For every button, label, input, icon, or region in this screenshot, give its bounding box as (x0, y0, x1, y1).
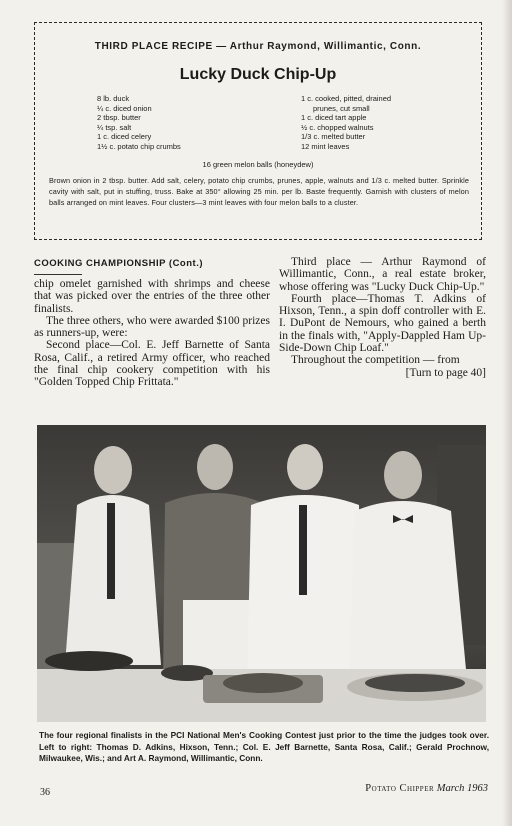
article-column-right (279, 256, 486, 379)
finalists-photo (37, 425, 486, 722)
ingredient-item: 12 mint leaves (301, 141, 350, 151)
section-rule (34, 274, 82, 275)
page-edge-shadow (502, 0, 512, 826)
recipe-header: THIRD PLACE RECIPE — Arthur Raymond, Willimantic, Conn. (94, 41, 422, 52)
article-paragraph: Second place—Col. E. Jeff Barnette of Santa Rosa, Calif., a retired Army officer, who reached the final chip cookery competition with his "Golden Topped Chip Frittata." (34, 339, 270, 389)
article-column-left (34, 278, 270, 389)
ingredient-item: 1½ c. potato chip crumbs (97, 141, 181, 151)
ingredient-item: 1 c. diced tart apple (301, 113, 367, 123)
section-heading (34, 258, 203, 269)
ingredient-item: 1/3 c. melted butter (301, 132, 366, 142)
article-paragraph: Throughout the competition — from (291, 354, 460, 367)
photo-illustration (37, 425, 486, 722)
recipe-title: Lucky Duck Chip-Up (179, 66, 337, 83)
article-paragraph: Fourth place—Thomas T. Adkins of Hixson, Tenn., a spin doff controller with E. I. DuPont de Nemours, who gained a berth in the finals with, "Apply-Dappled Ham Up-Side-Down Chip Loaf." (279, 292, 486, 355)
recipe-instructions: Brown onion in 2 tbsp. butter. Add salt, celery, potato chip crumbs, prunes, apple, walnuts and 1/3 c. melted butter. Sprinkle cavity with salt, put in stuffing, truss. Bake at 350° allowing 25 min. per lb. Baste frequently. Garnish with clusters of melon balls arranged on mint leaves. Four clusters—3 mint leaves with four melon balls to a cluster. (49, 176, 469, 207)
article-paragraph: Third place — Arthur Raymond of Willimantic, Conn., a real estate broker, whose offering was "Lucky Duck Chip-Up." (279, 256, 486, 293)
section-cont: (Cont.) (168, 258, 204, 269)
continue-note: [Turn to page 40] (405, 366, 486, 379)
ingredient-center: 16 green melon balls (honeydew) (202, 160, 314, 169)
magazine-name: Potato Chipper (365, 783, 435, 794)
ingredient-item: prunes, cut small (313, 103, 370, 113)
ingredient-item: 8 lb. duck (97, 94, 130, 103)
magazine-footer (365, 783, 488, 794)
page-number: 36 (40, 787, 50, 798)
ingredient-item: 1 c. diced celery (97, 132, 152, 142)
ingredient-item: ½ c. chopped walnuts (301, 122, 374, 132)
photo-caption: The four regional finalists in the PCI National Men's Cooking Contest just prior to the time the judges took over. Left to right: Thomas D. Adkins, Hixson, Tenn.; Col. E. Jeff Barnette, Santa Rosa, Calif.; Gerald Prochnow, Milwaukee, Wis.; and Art A. Raymond, Willimantic, Conn. (39, 730, 489, 763)
recipe-box (34, 22, 482, 240)
ingredients-right (301, 94, 471, 152)
ingredient-item: ¼ c. diced onion (97, 103, 152, 113)
ingredient-item: ¼ tsp. salt (97, 122, 132, 132)
issue-date: March 1963 (436, 783, 488, 794)
ingredient-item: 1 c. cooked, pitted, drained (301, 94, 392, 103)
ingredients-left (97, 94, 277, 152)
article-paragraph: The three others, who were awarded $100 prizes as runners-up, were: (34, 314, 270, 340)
section-title: COOKING CHAMPIONSHIP (34, 258, 166, 269)
ingredient-item: 2 tbsp. butter (97, 113, 141, 123)
article-paragraph: chip omelet garnished with shrimps and cheese that was picked over the entries of the three other finalists. (34, 278, 270, 315)
